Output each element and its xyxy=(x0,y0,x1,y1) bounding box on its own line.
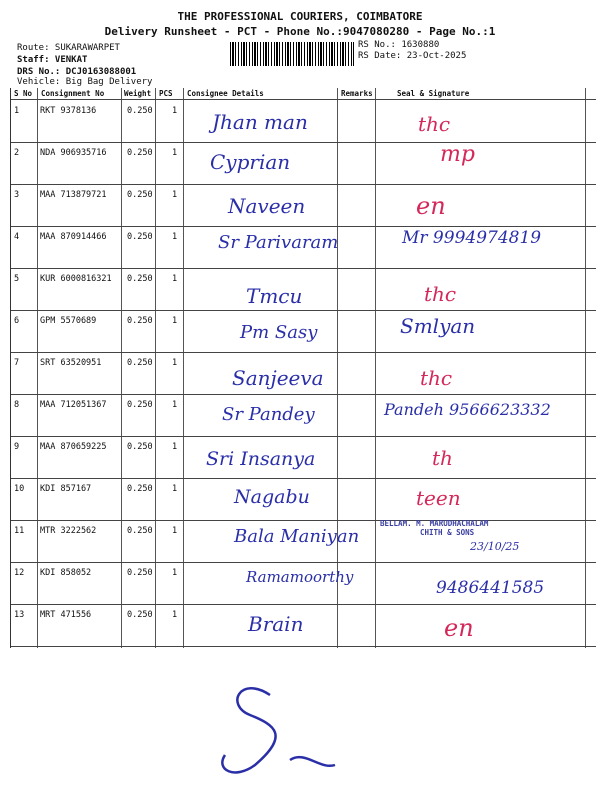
consignee-handwriting: Tmcu xyxy=(246,284,303,308)
col-seal-signature: Seal & Signature xyxy=(397,89,470,98)
signature-handwriting: en xyxy=(444,614,474,642)
signature-handwriting: mp xyxy=(440,142,475,167)
row-sno: 3 xyxy=(14,190,20,200)
vehicle-label: Vehicle: Big Bag Delivery xyxy=(17,77,153,87)
seal-stamp xyxy=(380,519,488,537)
consignee-handwriting: Jhan man xyxy=(212,110,308,134)
rs-date: RS Date: 23-Oct-2025 xyxy=(358,51,467,61)
barcode xyxy=(230,42,354,66)
signature-handwriting: Pandeh 9566623332 xyxy=(384,400,551,419)
row-pcs: 1 xyxy=(172,400,178,410)
row-sno: 13 xyxy=(14,610,25,620)
row-pcs: 1 xyxy=(172,106,178,116)
signature-handwriting: Mr 9994974819 xyxy=(402,228,542,248)
signature-handwriting: Smlyan xyxy=(400,314,476,338)
row-sno: 10 xyxy=(14,484,25,494)
consignee-handwriting: Sanjeeva xyxy=(232,366,324,390)
row-weight: 0.250 xyxy=(127,274,153,284)
row-consignment-no: MRT 471556 xyxy=(40,610,92,620)
rs-number: RS No.: 1630880 xyxy=(358,40,440,50)
drs-number: DRS No.: DCJ0163088001 xyxy=(17,67,137,77)
row-weight: 0.250 xyxy=(127,232,153,242)
row-consignment-no: KUR 6000816321 xyxy=(40,274,112,284)
row-consignment-no: SRT 63520951 xyxy=(40,358,102,368)
col-consignee: Consignee Details xyxy=(187,89,264,98)
signature-handwriting: 9486441585 xyxy=(436,578,545,598)
row-weight: 0.250 xyxy=(127,190,153,200)
row-pcs: 1 xyxy=(172,232,178,242)
signature-handwriting: th xyxy=(432,446,453,470)
row-pcs: 1 xyxy=(172,274,178,284)
stamp-line-1: BELLAM. M. MARUDHACHALAM xyxy=(380,519,489,528)
row-pcs: 1 xyxy=(172,358,178,368)
signature-handwriting: 23/10/25 xyxy=(470,540,520,553)
row-weight: 0.250 xyxy=(127,106,153,116)
row-consignment-no: MAA 870659225 xyxy=(40,442,107,452)
col-consignment: Consignment No xyxy=(41,89,105,98)
row-weight: 0.250 xyxy=(127,316,153,326)
row-sno: 11 xyxy=(14,526,25,536)
stamp-line-2: CHITH & SONS xyxy=(420,528,475,537)
runsheet-subtitle: Delivery Runsheet - PCT - Phone No.:9047080280 - Page No.:1 xyxy=(104,25,496,38)
signature-handwriting: thc xyxy=(418,112,451,136)
consignee-handwriting: Sr Parivaram xyxy=(218,232,339,253)
route-label: Route: SUKARAWARPET xyxy=(17,43,120,53)
row-pcs: 1 xyxy=(172,610,178,620)
row-weight: 0.250 xyxy=(127,610,153,620)
row-sno: 8 xyxy=(14,400,20,410)
consignee-handwriting: Cyprian xyxy=(210,150,291,174)
consignee-handwriting: Sri Insanya xyxy=(206,448,316,470)
row-sno: 1 xyxy=(14,106,20,116)
row-pcs: 1 xyxy=(172,484,178,494)
row-weight: 0.250 xyxy=(127,400,153,410)
row-weight: 0.250 xyxy=(127,442,153,452)
signature-handwriting: teen xyxy=(416,486,461,510)
consignee-handwriting: Naveen xyxy=(228,194,306,218)
row-weight: 0.250 xyxy=(127,484,153,494)
row-sno: 6 xyxy=(14,316,20,326)
row-consignment-no: RKT 9378136 xyxy=(40,106,97,116)
row-consignment-no: NDA 906935716 xyxy=(40,148,107,158)
consignee-handwriting: Bala Maniyan xyxy=(234,526,360,547)
col-weight: Weight xyxy=(124,89,152,98)
row-consignment-no: MAA 712051367 xyxy=(40,400,107,410)
consignee-handwriting: Pm Sasy xyxy=(240,322,318,343)
consignee-handwriting: Brain xyxy=(248,612,304,636)
row-weight: 0.250 xyxy=(127,568,153,578)
row-sno: 12 xyxy=(14,568,25,578)
footer-signature-graphic xyxy=(195,675,345,785)
row-sno: 9 xyxy=(14,442,20,452)
row-pcs: 1 xyxy=(172,526,178,536)
col-remarks: Remarks xyxy=(341,89,373,98)
row-weight: 0.250 xyxy=(127,526,153,536)
row-consignment-no: KDI 857167 xyxy=(40,484,92,494)
row-weight: 0.250 xyxy=(127,358,153,368)
company-title: THE PROFESSIONAL COURIERS, COIMBATORE xyxy=(177,10,423,23)
staff-label: Staff: VENKAT xyxy=(17,55,88,65)
row-sno: 4 xyxy=(14,232,20,242)
row-pcs: 1 xyxy=(172,148,178,158)
row-consignment-no: MAA 713879721 xyxy=(40,190,107,200)
row-sno: 5 xyxy=(14,274,20,284)
row-pcs: 1 xyxy=(172,442,178,452)
signature-handwriting: thc xyxy=(424,282,457,306)
row-consignment-no: MAA 870914466 xyxy=(40,232,107,242)
row-pcs: 1 xyxy=(172,190,178,200)
row-sno: 7 xyxy=(14,358,20,368)
consignee-handwriting: Nagabu xyxy=(234,486,310,508)
row-sno: 2 xyxy=(14,148,20,158)
row-consignment-no: GPM 5570689 xyxy=(40,316,97,326)
consignee-handwriting: Ramamoorthy xyxy=(246,568,354,586)
signature-handwriting: thc xyxy=(420,366,453,390)
row-consignment-no: KDI 858052 xyxy=(40,568,92,578)
col-pcs: PCS xyxy=(159,89,173,98)
row-pcs: 1 xyxy=(172,316,178,326)
consignee-handwriting: Sr Pandey xyxy=(222,404,315,425)
col-sno: S No xyxy=(14,89,33,98)
row-consignment-no: MTR 3222562 xyxy=(40,526,97,536)
row-weight: 0.250 xyxy=(127,148,153,158)
signature-handwriting: en xyxy=(416,192,446,220)
row-pcs: 1 xyxy=(172,568,178,578)
